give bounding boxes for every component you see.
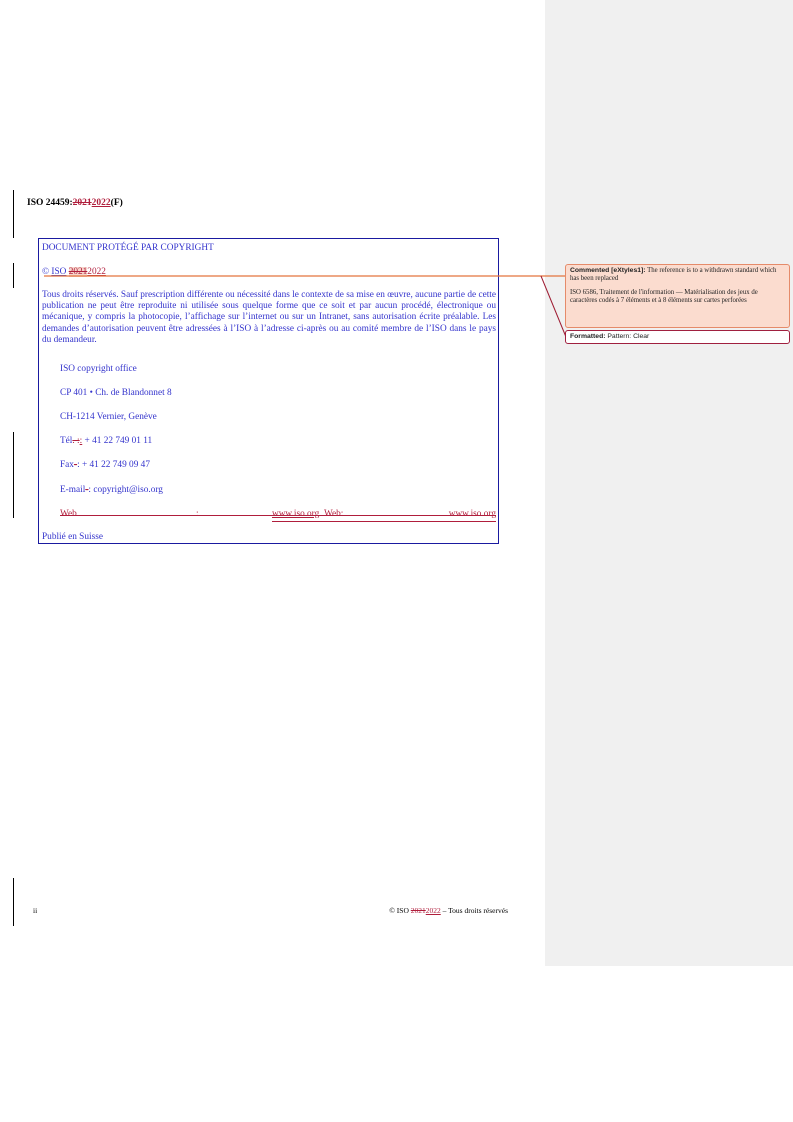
deleted-web-url[interactable]: www.iso.org [272,509,320,519]
comment-detail: ISO 6586, Traitement de l'information — Matérialisation des jeux de caractères codés à 7 éléments et à 8 éléments sur cartes perforées [570,289,758,304]
deleted-text: . : [72,436,80,446]
fax-label: Fax [60,460,74,470]
inserted-text: 2022 [87,267,106,277]
change-bar [13,432,14,518]
deleted-text: 2021 [72,198,92,208]
email-line [60,485,163,495]
footer-text: © ISO [389,906,411,915]
inserted-text: : [79,436,83,446]
format-line [541,276,566,337]
comment-text: The reference is to a withdrawn standard which has been replaced [570,267,777,282]
address-line-2: CH-1214 Vernier, Genève [60,412,157,422]
email-label: E-mail [60,485,86,495]
rights-paragraph: Tous droits réservés. Sauf prescription différente ou nécessité dans le contexte de sa mise en œuvre, aucune partie de cette publication ne peut être reproduite ni utilisée sous quelque forme que ce soit et par aucun procédé, électronique ou mécanique, y compris la photocopie, l’affichage sur l’internet ou sur un Intranet, sans autorisation écrite préalable. Les demandes d’autorisation peuvent être adressées à l’ISO à l’adresse ci-après ou au comité membre de l’ISO dans le pays du demandeur. [42,290,496,345]
comment-author: Commented [eXtyles1]: [570,267,646,274]
published-in: Publié en Suisse [42,532,103,542]
tel-line [60,436,152,446]
address-line-1: CP 401 • Ch. de Blandonnet 8 [60,388,172,398]
comment-balloon[interactable] [565,264,790,328]
formatted-balloon[interactable] [565,330,790,344]
inserted-web-url[interactable]: www.iso.org [448,509,496,519]
inserted-text: 2022 [425,906,441,915]
copyright-symbol: © [42,267,52,277]
change-bar [13,878,14,926]
tel-value: + 41 22 749 01 11 [82,436,153,446]
inserted-text: 2022 [91,198,111,208]
email-value: : copyright@iso.org [88,485,163,495]
commented-text[interactable]: ISO [51,267,67,277]
fax-line [60,460,150,470]
page-number: ii [33,906,38,915]
deleted-text: 2021 [68,267,88,277]
formatted-label: Formatted: [570,333,606,340]
inserted-web-label: Web: [324,509,344,519]
deleted-text: - [73,460,78,470]
header-suffix: (F) [110,198,123,208]
header-text: ISO 24459: [27,198,73,208]
formatted-text: Pattern: Clear [605,333,650,340]
underline [272,521,496,522]
deleted-text: - [85,485,89,495]
fax-value: : + 41 22 749 09 47 [77,460,150,470]
deleted-text: 2021 [410,906,426,915]
tel-label: Tél [60,436,73,446]
deleted-web-label: Web [60,509,77,519]
web-line [60,509,496,521]
footer-suffix: – Tous droits réservés [440,906,508,915]
page-footer [33,906,508,915]
office-name: ISO copyright office [60,364,137,374]
box-title: DOCUMENT PROTÉGÉ PAR COPYRIGHT [42,243,214,253]
deleted-colon: : [196,509,199,519]
